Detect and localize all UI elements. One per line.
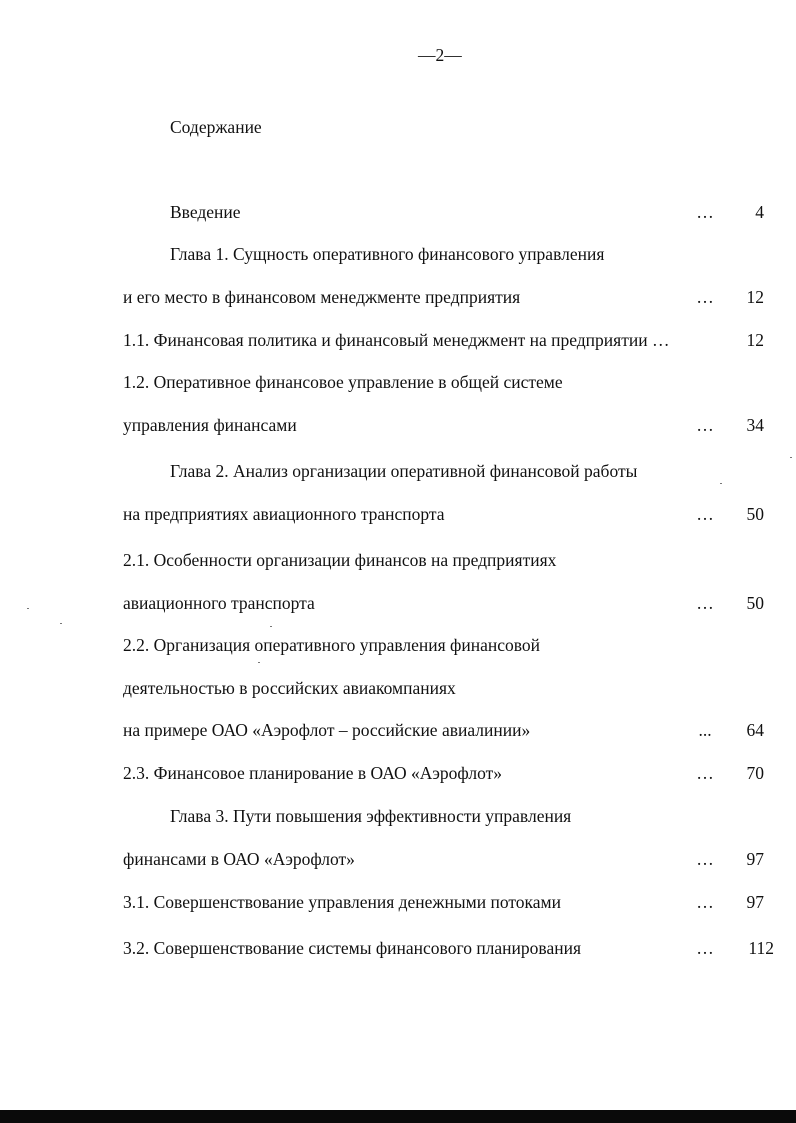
toc-heading: Содержание [170, 117, 262, 137]
toc-section-2-2-page: 64 [746, 720, 764, 740]
toc-section-2-1-page: 50 [746, 593, 764, 613]
page-number: —2— [418, 45, 462, 65]
toc-section-2-2-line-3: на примере ОАО «Аэрофлот – российские авиалинии» [123, 720, 531, 740]
scan-bottom-edge [0, 1110, 796, 1123]
toc-section-1-2-leader: … [696, 415, 714, 435]
toc-chapter-1-leader: … [696, 287, 714, 307]
scan-speck [790, 457, 792, 458]
toc-section-2-3-page: 70 [746, 763, 764, 783]
toc-section-2-2-line-1: 2.2. Организация оперативного управления финансовой [123, 635, 541, 655]
toc-section-2-1-leader: … [696, 593, 714, 613]
toc-section-3-1-page: 97 [746, 892, 764, 912]
scan-speck [60, 623, 62, 624]
toc-chapter-3-line-1: Глава 3. Пути повышения эффективности управления [170, 806, 572, 826]
toc-section-2-3-leader: … [696, 763, 714, 783]
toc-chapter-2-line-1: Глава 2. Анализ организации оперативной финансовой работы [170, 461, 638, 481]
toc-section-2-2-leader: ... [698, 720, 712, 740]
scan-speck [258, 662, 260, 663]
toc-chapter-2-line-2: на предприятиях авиационного транспорта [123, 504, 445, 524]
toc-section-2-1-line-1: 2.1. Особенности организации финансов на предприятиях [123, 550, 557, 570]
toc-section-3-1-title: 3.1. Совершенствование управления денежными потоками [123, 892, 561, 912]
toc-entry-intro-title: Введение [170, 202, 241, 222]
toc-entry-intro-page: 4 [755, 202, 764, 222]
toc-section-1-2-line-1: 1.2. Оперативное финансовое управление в общей системе [123, 372, 563, 392]
toc-chapter-1-line-2: и его место в финансовом менеджменте предприятия [123, 287, 521, 307]
toc-section-1-1-page: 12 [746, 330, 764, 350]
toc-chapter-1-line-1: Глава 1. Сущность оперативного финансового управления [170, 244, 605, 264]
toc-chapter-3-page: 97 [746, 849, 764, 869]
toc-section-1-1-title: 1.1. Финансовая политика и финансовый менеджмент на предприятии … [123, 330, 670, 350]
toc-section-3-2-page: 112 [748, 938, 774, 958]
scan-speck [720, 483, 722, 484]
toc-section-3-2-title: 3.2. Совершенствование системы финансового планирования [123, 938, 581, 958]
scan-speck [27, 608, 29, 609]
scan-speck [270, 626, 272, 627]
toc-section-2-1-line-2: авиационного транспорта [123, 593, 315, 613]
toc-section-1-2-line-2: управления финансами [123, 415, 297, 435]
toc-section-2-3-title: 2.3. Финансовое планирование в ОАО «Аэрофлот» [123, 763, 502, 783]
toc-chapter-1-page: 12 [746, 287, 764, 307]
toc-chapter-2-leader: … [696, 504, 714, 524]
toc-chapter-2-page: 50 [746, 504, 764, 524]
toc-chapter-3-leader: … [696, 849, 714, 869]
toc-section-1-2-page: 34 [746, 415, 764, 435]
toc-section-2-2-line-2: деятельностью в российских авиакомпаниях [123, 678, 456, 698]
toc-section-3-2-leader: … [696, 938, 714, 958]
toc-entry-intro-leader: … [696, 202, 714, 222]
toc-section-3-1-leader: … [696, 892, 714, 912]
toc-chapter-3-line-2: финансами в ОАО «Аэрофлот» [123, 849, 355, 869]
